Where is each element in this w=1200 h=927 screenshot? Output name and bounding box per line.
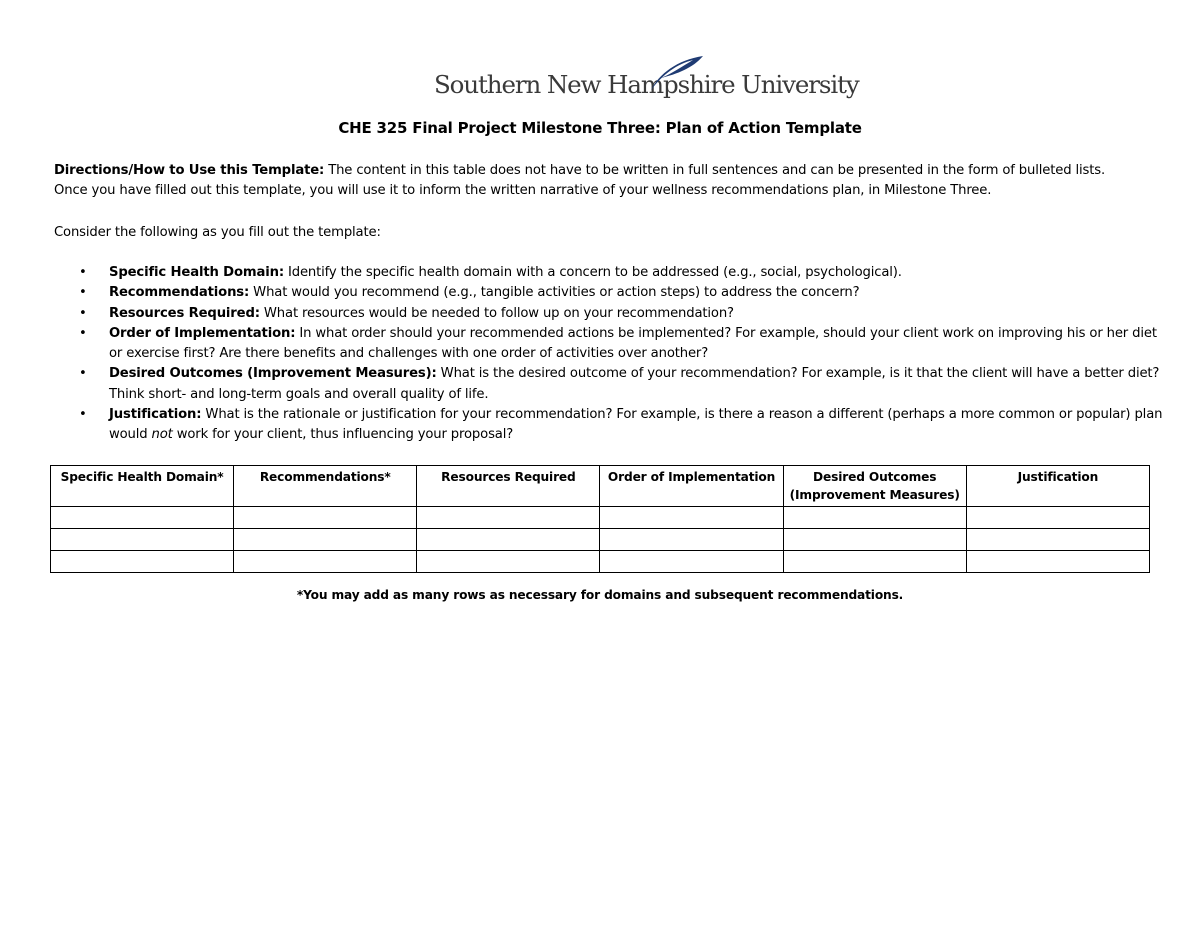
table-cell[interactable] — [417, 507, 600, 529]
table-cell[interactable] — [234, 551, 417, 573]
header-specific-health-domain: Specific Health Domain* — [51, 466, 234, 507]
leaf-shape — [651, 56, 703, 90]
table-footnote: *You may add as many rows as necessary for domains and subsequent recommendations. — [296, 588, 904, 602]
list-item — [54, 324, 1164, 365]
table-cell[interactable] — [966, 507, 1149, 529]
bullet-text: What is the desired outcome of your recommendation? For example, is it that the client will have a better diet? Think short- and long-term goals and overall quality of life. — [109, 366, 1160, 402]
guidance-list — [54, 263, 1164, 446]
bullet-label: Resources Required: — [109, 305, 260, 321]
bullet-label: Specific Health Domain: — [109, 265, 284, 280]
table-cell[interactable] — [234, 507, 417, 529]
table-cell[interactable] — [417, 529, 600, 551]
table-cell[interactable] — [600, 529, 783, 551]
bullet-label: Order of Implementation: — [109, 325, 296, 341]
bullet-icon: • — [79, 285, 87, 301]
table-cell[interactable] — [600, 551, 783, 573]
header-order-of-implementation: Order of Implementation — [600, 466, 783, 507]
list-item — [54, 405, 1164, 446]
list-item — [54, 263, 1164, 283]
table-cell[interactable] — [234, 529, 417, 551]
bullet-label: Recommendations: — [109, 285, 250, 301]
header-justification: Justification — [966, 466, 1149, 507]
bullet-icon: • — [79, 305, 87, 321]
bullet-icon: • — [79, 265, 87, 280]
table-cell[interactable] — [783, 529, 966, 551]
consider-text: Consider the following as you fill out the template: — [54, 225, 381, 240]
table-cell[interactable] — [783, 551, 966, 573]
directions-line-2: Once you have filled out this template, you will use it to inform the written narrative of your wellness recommendations plan, in Milestone Three. — [54, 183, 992, 199]
table-cell[interactable] — [600, 507, 783, 529]
page-title: CHE 325 Final Project Milestone Three: Plan of Action Template — [338, 119, 862, 137]
bullet-label: Justification: — [109, 407, 202, 423]
table-cell[interactable] — [966, 551, 1149, 573]
table-cell[interactable] — [966, 529, 1149, 551]
bullet-text-emphasis: not — [151, 427, 173, 443]
bullet-text-after: work for your client, thus influencing your proposal? — [172, 427, 514, 443]
university-logo — [434, 52, 859, 104]
bullet-icon: • — [79, 325, 87, 341]
list-item — [54, 364, 1164, 405]
directions-line-1: The content in this table does not have to be written in full sentences and can be presented in the form of bulleted lists. — [324, 163, 1105, 178]
table-cell[interactable] — [417, 551, 600, 573]
bullet-icon: • — [79, 366, 87, 382]
header-resources-required: Resources Required — [417, 466, 600, 507]
list-item — [54, 304, 1164, 324]
bullet-text: In what order should your recommended actions be implemented? For example, should your client work on improving his or her diet or exercise first? Are there benefits and challenges with one order of activities over another? — [109, 325, 1157, 362]
table-header-row — [51, 466, 1150, 507]
bullet-text: What resources would be needed to follow up on your recommendation? — [259, 305, 734, 321]
feather-leaf-icon — [637, 52, 707, 92]
table-cell[interactable] — [51, 529, 234, 551]
bullet-icon: • — [79, 407, 87, 423]
bullet-text: Identify the specific health domain with a concern to be addressed (e.g., social, psychological). — [283, 265, 902, 280]
table-row — [51, 507, 1150, 529]
directions-paragraph — [54, 161, 1105, 202]
logo-wordmark: Southern New Hampshire University — [434, 70, 859, 99]
table-cell[interactable] — [783, 507, 966, 529]
header-desired-outcomes: Desired Outcomes (Improvement Measures) — [783, 466, 966, 507]
header-recommendations: Recommendations* — [234, 466, 417, 507]
bullet-text-before: What is the rationale or justification for your recommendation? For example, is there a reason a different (perhaps a more common or popular) plan would — [109, 407, 1163, 443]
directions-label: Directions/How to Use this Template: — [54, 163, 325, 178]
plan-of-action-table — [50, 465, 1150, 573]
bullet-label: Desired Outcomes (Improvement Measures): — [109, 366, 437, 382]
table-cell[interactable] — [51, 551, 234, 573]
table-cell[interactable] — [51, 507, 234, 529]
table-row — [51, 529, 1150, 551]
bullet-text: What would you recommend (e.g., tangible activities or action steps) to address the concern? — [249, 285, 860, 301]
table-row — [51, 551, 1150, 573]
list-item — [54, 283, 1164, 303]
